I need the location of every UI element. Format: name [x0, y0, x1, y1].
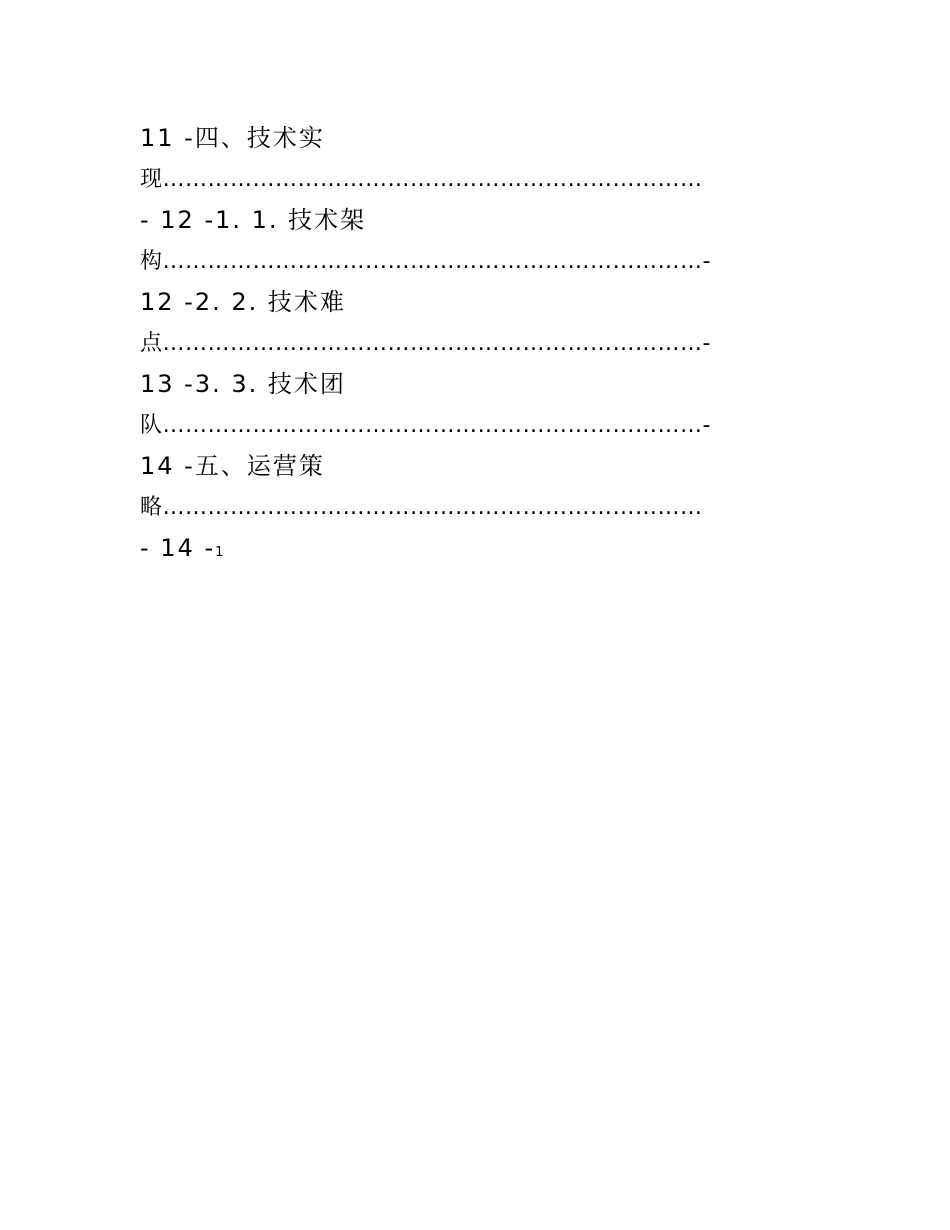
toc-line: 现………………………………………………………………: [140, 167, 703, 192]
toc-line: 队………………………………………………………………-: [140, 413, 711, 438]
toc-last-line: [140, 528, 812, 569]
toc-line: 14 -五、运营策: [140, 452, 325, 480]
page-number: 1: [215, 545, 224, 560]
toc-line: - 14 -: [140, 534, 216, 562]
table-of-contents: [140, 118, 812, 569]
toc-line: 构………………………………………………………………-: [140, 249, 711, 274]
toc-line: 13 -3. 3. 技术团: [140, 370, 346, 398]
toc-line: 12 -2. 2. 技术难: [140, 288, 346, 316]
toc-line: 点………………………………………………………………-: [140, 331, 711, 356]
toc-line: 略………………………………………………………………: [140, 495, 703, 520]
toc-line: 11 -四、技术实: [140, 124, 325, 152]
toc-line: - 12 -1. 1. 技术架: [140, 206, 367, 234]
